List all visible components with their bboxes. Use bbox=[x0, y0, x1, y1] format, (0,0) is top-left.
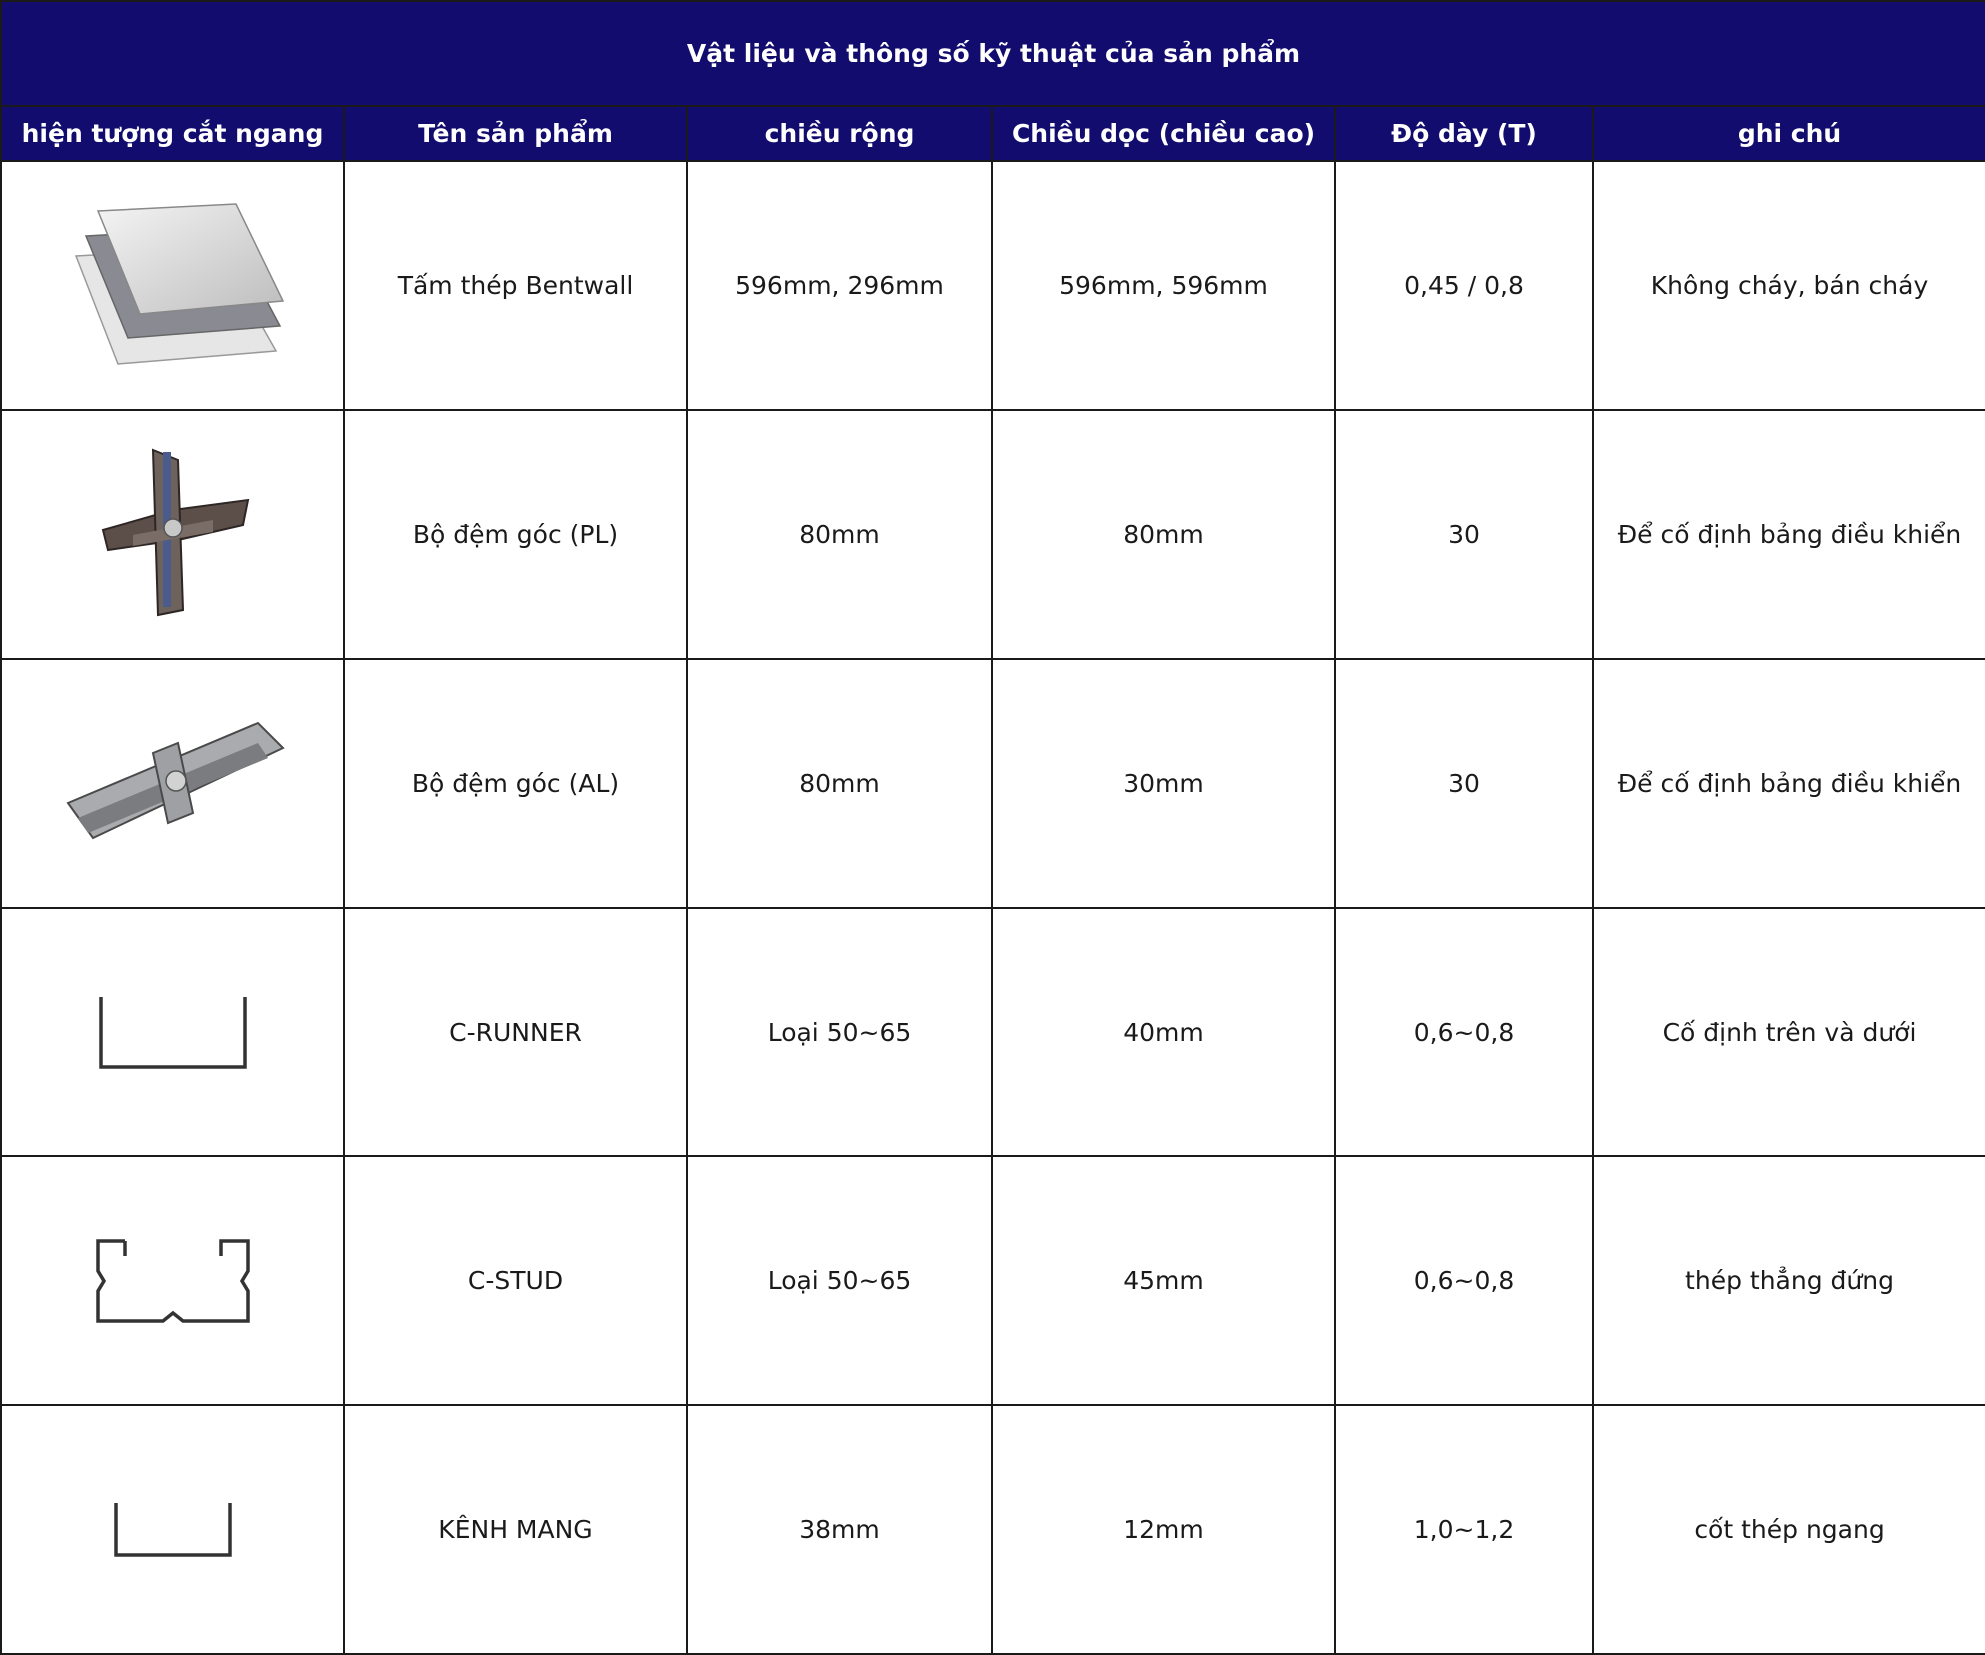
note-value: Cố định trên và dưới bbox=[1593, 908, 1985, 1157]
c-runner-profile-icon bbox=[93, 987, 253, 1077]
thickness-value: 0,6~0,8 bbox=[1335, 908, 1593, 1157]
corner-connector-pl-image bbox=[73, 440, 273, 630]
image-cell bbox=[1, 1405, 344, 1654]
thickness-value: 1,0~1,2 bbox=[1335, 1405, 1593, 1654]
table-title: Vật liệu và thông số kỹ thuật của sản phẩm bbox=[1, 1, 1985, 106]
height-value: 30mm bbox=[992, 659, 1335, 908]
header-cross-section: hiện tượng cắt ngang bbox=[1, 106, 344, 161]
thickness-value: 30 bbox=[1335, 659, 1593, 908]
table-row bbox=[1, 1405, 1985, 1654]
header-product-name: Tên sản phẩm bbox=[344, 106, 687, 161]
height-value: 12mm bbox=[992, 1405, 1335, 1654]
image-cell bbox=[1, 908, 344, 1157]
product-name: Bộ đệm góc (AL) bbox=[344, 659, 687, 908]
thickness-value: 0,6~0,8 bbox=[1335, 1156, 1593, 1405]
note-value: Không cháy, bán cháy bbox=[1593, 161, 1985, 410]
corner-connector-al-image bbox=[58, 693, 288, 873]
thickness-value: 0,45 / 0,8 bbox=[1335, 161, 1593, 410]
note-value: Để cố định bảng điều khiển bbox=[1593, 410, 1985, 659]
image-cell bbox=[1, 161, 344, 410]
note-value: thép thẳng đứng bbox=[1593, 1156, 1985, 1405]
product-name: C-STUD bbox=[344, 1156, 687, 1405]
header-thickness: Độ dày (T) bbox=[1335, 106, 1593, 161]
note-value: Để cố định bảng điều khiển bbox=[1593, 659, 1985, 908]
thickness-value: 30 bbox=[1335, 410, 1593, 659]
product-name: Tấm thép Bentwall bbox=[344, 161, 687, 410]
product-name: C-RUNNER bbox=[344, 908, 687, 1157]
width-value: 38mm bbox=[687, 1405, 992, 1654]
c-stud-profile-icon bbox=[88, 1226, 258, 1336]
title-row bbox=[1, 1, 1985, 106]
height-value: 45mm bbox=[992, 1156, 1335, 1405]
table-row bbox=[1, 659, 1985, 908]
table-row bbox=[1, 1156, 1985, 1405]
header-note: ghi chú bbox=[1593, 106, 1985, 161]
header-width: chiều rộng bbox=[687, 106, 992, 161]
height-value: 80mm bbox=[992, 410, 1335, 659]
width-value: Loại 50~65 bbox=[687, 1156, 992, 1405]
height-value: 40mm bbox=[992, 908, 1335, 1157]
image-cell bbox=[1, 410, 344, 659]
header-row bbox=[1, 106, 1985, 161]
steel-panel-stack-image bbox=[58, 186, 288, 386]
width-value: 596mm, 296mm bbox=[687, 161, 992, 410]
width-value: 80mm bbox=[687, 659, 992, 908]
table-row bbox=[1, 410, 1985, 659]
channel-profile-icon bbox=[108, 1495, 238, 1565]
product-name: KÊNH MANG bbox=[344, 1405, 687, 1654]
table-row bbox=[1, 161, 1985, 410]
width-value: 80mm bbox=[687, 410, 992, 659]
table-row bbox=[1, 908, 1985, 1157]
height-value: 596mm, 596mm bbox=[992, 161, 1335, 410]
image-cell bbox=[1, 1156, 344, 1405]
header-height: Chiều dọc (chiều cao) bbox=[992, 106, 1335, 161]
width-value: Loại 50~65 bbox=[687, 908, 992, 1157]
note-value: cốt thép ngang bbox=[1593, 1405, 1985, 1654]
image-cell bbox=[1, 659, 344, 908]
product-name: Bộ đệm góc (PL) bbox=[344, 410, 687, 659]
